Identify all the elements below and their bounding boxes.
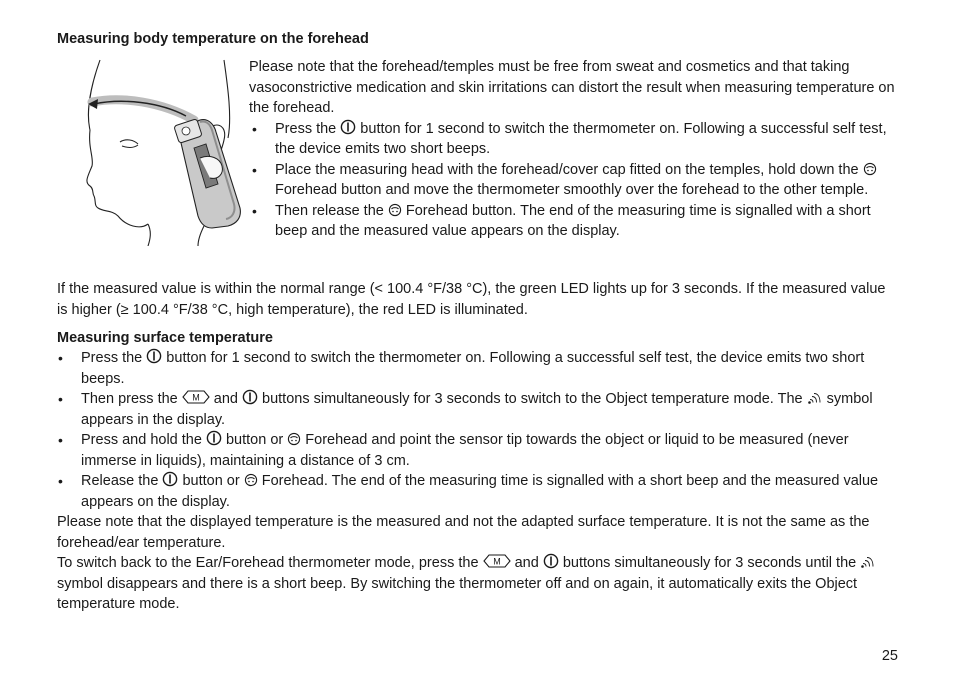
object-mode-symbol-icon (860, 555, 876, 569)
list-item: • Then press the M and buttons simultaneously for 3 seconds to switch to the Object temperature mode. The symbol appears in the display. (55, 389, 897, 430)
section-heading-surface: Measuring surface temperature (57, 330, 273, 346)
power-button-icon (146, 348, 162, 364)
power-button-icon (162, 471, 178, 487)
forehead-button-icon (287, 432, 301, 446)
section-heading-forehead: Measuring body temperature on the forehead (57, 31, 369, 47)
surface-note-paragraph: Please note that the displayed temperature is the measured and not the adapted surface temperature. It is not the same as the forehead/ear temperature. (57, 514, 870, 551)
forehead-button-icon (244, 473, 258, 487)
mode-button-icon (483, 553, 511, 569)
forehead-button-icon (863, 162, 877, 176)
forehead-steps-list (249, 119, 899, 242)
object-mode-symbol-icon (807, 391, 823, 405)
svg-text:M: M (192, 392, 200, 403)
svg-text:M: M (492, 556, 501, 567)
forehead-measurement-illustration (82, 58, 242, 246)
power-button-icon (543, 553, 559, 569)
forehead-instructions (249, 57, 899, 242)
mode-button-icon (182, 389, 210, 405)
switch-back-paragraph: To switch back to the Ear/Forehead thermometer mode, press the M and buttons simultaneously for 3 seconds until the symbol disappears and there is a short beep. By switching the thermometer off and on again, it automatically exits the Object temperature mode. (57, 553, 899, 615)
list-item: • Press the button for 1 second to switch the thermometer on. Following a successful self test, the device emits two short beeps. (55, 348, 897, 389)
power-button-icon (242, 389, 258, 405)
normal-range-paragraph: If the measured value is within the normal range (< 100.4 °F/38 °C), the green LED lights up for 3 seconds. If the measured value is higher (≥ 100.4 °F/38 °C, high temperature), the red LED is illuminated. (57, 281, 886, 318)
forehead-intro-paragraph: Please note that the forehead/temples must be free from sweat and cosmetics and that taking vasoconstrictive medication and skin irritations can distort the result when measuring temperature on the forehead. (249, 59, 895, 116)
page-number: 25 (881, 648, 898, 664)
list-item: • Release the button or Forehead. The end of the measuring time is signalled with a short beep and the measured value appears on the display. (55, 471, 897, 512)
forehead-button-icon (388, 203, 402, 217)
list-item: • Then release the Forehead button. The end of the measuring time is signalled with a short beep and the measured value appears on the display. (249, 201, 899, 242)
list-item: • Press and hold the button or Forehead and point the sensor tip towards the object or liquid to be measured (never immerse in liquids), maintaining a distance of 3 cm. (55, 430, 897, 471)
power-button-icon (206, 430, 222, 446)
list-item: • Press the button for 1 second to switch the thermometer on. Following a successful self test, the device emits two short beeps. (249, 119, 899, 160)
power-button-icon (340, 119, 356, 135)
list-item: • Place the measuring head with the forehead/cover cap fitted on the temples, hold down the Forehead button and move the thermometer smoothly over the forehead to the other temple. (249, 160, 899, 201)
surface-steps-list (55, 348, 897, 512)
